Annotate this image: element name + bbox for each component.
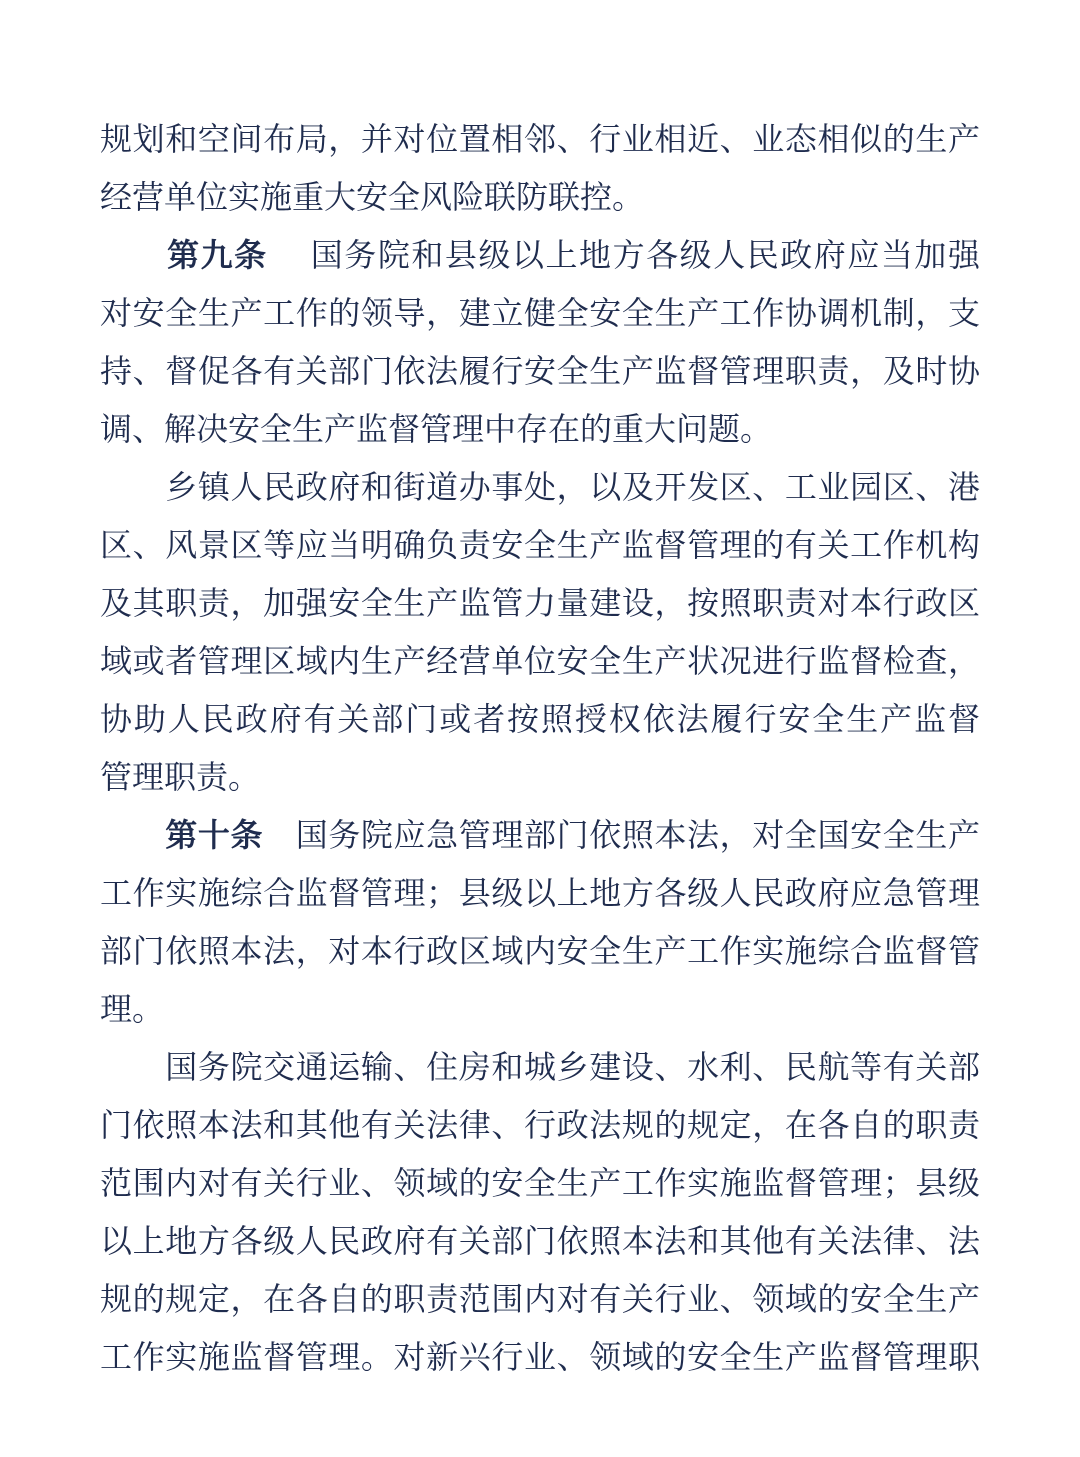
text-segment: 规划和空间布局，并对位置相邻、行业相近、业态相似的生产	[100, 121, 980, 157]
text-segment	[268, 237, 311, 273]
text-segment: 域或者管理区域内生产经营单位安全生产状况进行监督检查，	[100, 643, 980, 679]
text-segment: 及其职责，加强安全生产监管力量建设，按照职责对本行政区	[100, 585, 980, 621]
text-segment: 国务院交通运输、住房和城乡建设、水利、民航等有关部	[100, 1049, 980, 1085]
article-number: 第十条	[165, 817, 264, 853]
text-line	[100, 1038, 980, 1096]
text-line	[100, 980, 980, 1038]
text-segment	[100, 817, 165, 853]
text-line	[100, 1096, 980, 1154]
text-segment: 工作实施监督管理。对新兴行业、领域的安全生产监督管理职	[100, 1339, 980, 1375]
text-segment: 理。	[100, 991, 165, 1027]
text-line	[100, 110, 980, 168]
text-line	[100, 400, 980, 458]
text-segment: 门依照本法和其他有关法律、行政法规的规定，在各自的职责	[100, 1107, 980, 1143]
text-line	[100, 1328, 980, 1386]
text-line	[100, 864, 980, 922]
text-line	[100, 1212, 980, 1270]
text-segment: 以上地方各级人民政府有关部门依照本法和其他有关法律、法	[100, 1223, 980, 1259]
text-line	[100, 690, 980, 748]
text-line	[100, 632, 980, 690]
text-segment: 国务院应急管理部门依照本法，对全国安全生产	[295, 817, 980, 853]
text-segment	[263, 817, 296, 853]
text-segment: 部门依照本法，对本行政区域内安全生产工作实施综合监督管	[100, 933, 980, 969]
text-line	[100, 922, 980, 980]
text-line	[100, 226, 980, 284]
article-number: 第九条	[167, 237, 268, 273]
text-line	[100, 516, 980, 574]
text-line	[100, 574, 980, 632]
text-line	[100, 458, 980, 516]
text-segment	[100, 237, 167, 273]
text-line	[100, 1270, 980, 1328]
text-line	[100, 1154, 980, 1212]
text-segment: 调、解决安全生产监督管理中存在的重大问题。	[100, 411, 773, 447]
text-segment: 工作实施综合监督管理；县级以上地方各级人民政府应急管理	[100, 875, 980, 911]
text-segment: 乡镇人民政府和街道办事处，以及开发区、工业园区、港	[100, 469, 980, 505]
text-segment: 管理职责。	[100, 759, 261, 795]
text-segment: 国务院和县级以上地方各级人民政府应当加强	[310, 237, 980, 273]
text-line	[100, 748, 980, 806]
text-segment: 区、风景区等应当明确负责安全生产监督管理的有关工作机构	[100, 527, 980, 563]
text-line	[100, 806, 980, 864]
document-text	[100, 110, 980, 1386]
text-segment: 对安全生产工作的领导，建立健全安全生产工作协调机制，支	[100, 295, 980, 331]
text-segment: 范围内对有关行业、领域的安全生产工作实施监督管理；县级	[100, 1165, 980, 1201]
text-line	[100, 284, 980, 342]
text-segment: 经营单位实施重大安全风险联防联控。	[100, 179, 645, 215]
text-line	[100, 342, 980, 400]
text-segment: 持、督促各有关部门依法履行安全生产监督管理职责，及时协	[100, 353, 980, 389]
text-line	[100, 168, 980, 226]
text-segment: 协助人民政府有关部门或者按照授权依法履行安全生产监督	[100, 701, 980, 737]
text-segment: 规的规定，在各自的职责范围内对有关行业、领域的安全生产	[100, 1281, 980, 1317]
